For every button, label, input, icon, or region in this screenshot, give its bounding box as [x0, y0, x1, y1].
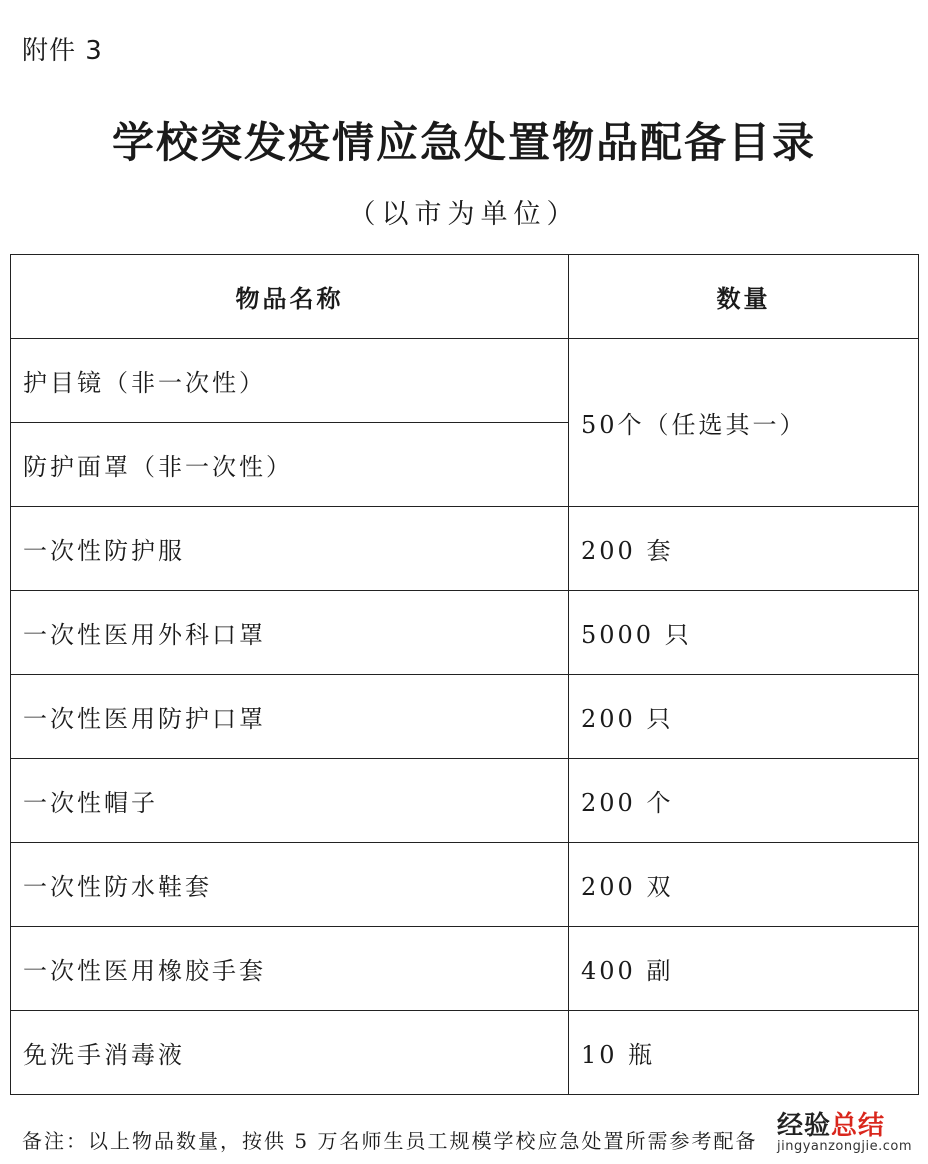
item-quantity-cell: 5000 只	[569, 591, 919, 675]
table-row	[11, 759, 919, 843]
item-quantity-cell: 200 双	[569, 843, 919, 927]
watermark-url: jingyanzongjie.com	[776, 1139, 912, 1154]
item-name-cell: 一次性帽子	[11, 759, 569, 843]
watermark-text-a: 经验	[776, 1111, 831, 1141]
item-name-cell: 一次性医用外科口罩	[11, 591, 569, 675]
item-name-cell: 一次性医用橡胶手套	[11, 927, 569, 1011]
footnote: 备注：以上物品数量，按供 5 万名师生员工规模学校应急处置所需参考配备	[22, 1129, 758, 1153]
table-header-row	[11, 255, 919, 339]
item-name-cell: 护目镜（非一次性）	[11, 339, 569, 423]
item-quantity-cell: 200 套	[569, 507, 919, 591]
item-name-cell: 防护面罩（非一次性）	[11, 423, 569, 507]
table-row	[11, 1011, 919, 1095]
watermark-title	[777, 1112, 912, 1140]
table-row	[11, 591, 919, 675]
item-quantity-cell: 200 只	[569, 675, 919, 759]
item-quantity-cell: 200 个	[569, 759, 919, 843]
document-title: 学校突发疫情应急处置物品配备目录	[111, 118, 816, 167]
column-header-name: 物品名称	[11, 255, 569, 339]
table-row	[11, 507, 919, 591]
item-name-cell: 一次性防水鞋套	[11, 843, 569, 927]
item-quantity-cell: 10 瓶	[569, 1011, 919, 1095]
table-row	[11, 675, 919, 759]
document-subtitle: （以市为单位）	[348, 199, 580, 230]
watermark-text-b: 总结	[831, 1111, 886, 1141]
item-name-cell: 一次性防护服	[11, 507, 569, 591]
watermark-logo	[775, 1112, 914, 1154]
item-name-cell: 免洗手消毒液	[11, 1011, 569, 1095]
supplies-table	[10, 254, 919, 1095]
table-row	[11, 339, 919, 423]
column-header-quantity: 数量	[569, 255, 919, 339]
attachment-label: 附件 3	[22, 36, 103, 66]
table-row	[11, 843, 919, 927]
item-name-cell: 一次性医用防护口罩	[11, 675, 569, 759]
merged-quantity-cell: 50个（任选其一）	[569, 339, 919, 507]
table-row	[11, 927, 919, 1011]
item-quantity-cell: 400 副	[569, 927, 919, 1011]
